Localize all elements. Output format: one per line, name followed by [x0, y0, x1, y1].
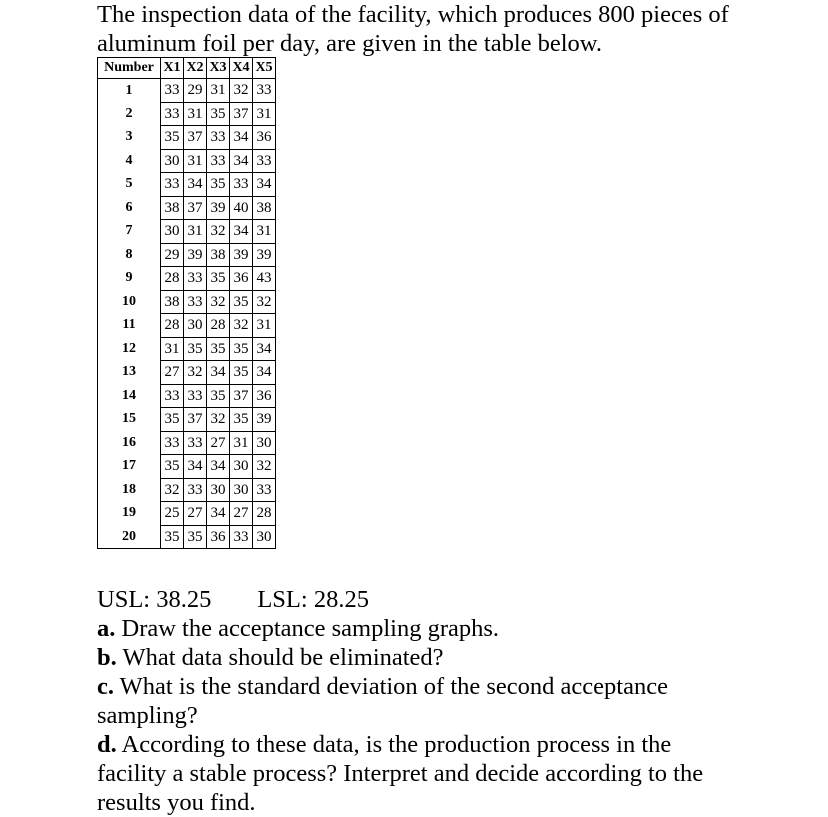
- value-cell: 34: [253, 173, 276, 197]
- value-cell: 34: [253, 337, 276, 361]
- value-cell: 27: [184, 502, 207, 526]
- value-cell: 35: [184, 525, 207, 549]
- value-cell: 33: [184, 431, 207, 455]
- value-cell: 25: [161, 502, 184, 526]
- value-cell: 39: [253, 408, 276, 432]
- spec-limits: [97, 585, 737, 614]
- row-number-cell: 15: [98, 408, 161, 432]
- value-cell: 39: [230, 243, 253, 267]
- table-row: [98, 173, 276, 197]
- value-cell: 35: [161, 408, 184, 432]
- value-cell: 31: [253, 102, 276, 126]
- row-number-cell: 3: [98, 126, 161, 150]
- value-cell: 33: [161, 173, 184, 197]
- table-row: [98, 314, 276, 338]
- header-x3: X3: [207, 58, 230, 79]
- value-cell: 34: [253, 361, 276, 385]
- value-cell: 37: [184, 408, 207, 432]
- value-cell: 33: [230, 173, 253, 197]
- question-d: [97, 730, 737, 817]
- value-cell: 34: [184, 173, 207, 197]
- value-cell: 34: [230, 149, 253, 173]
- value-cell: 31: [253, 220, 276, 244]
- value-cell: 35: [207, 173, 230, 197]
- table-row: [98, 502, 276, 526]
- value-cell: 34: [207, 455, 230, 479]
- value-cell: 35: [161, 455, 184, 479]
- row-number-cell: 6: [98, 196, 161, 220]
- value-cell: 34: [230, 220, 253, 244]
- row-number-cell: 16: [98, 431, 161, 455]
- row-number-cell: 9: [98, 267, 161, 291]
- value-cell: 39: [184, 243, 207, 267]
- value-cell: 33: [253, 79, 276, 103]
- value-cell: 36: [253, 384, 276, 408]
- row-number-cell: 12: [98, 337, 161, 361]
- question-letter: d.: [97, 731, 117, 758]
- value-cell: 35: [230, 408, 253, 432]
- usl-label: USL: 38.25: [97, 586, 212, 613]
- value-cell: 31: [184, 220, 207, 244]
- value-cell: 33: [161, 102, 184, 126]
- table-row: [98, 102, 276, 126]
- question-text: Draw the acceptance sampling graphs.: [115, 615, 500, 642]
- value-cell: 27: [207, 431, 230, 455]
- value-cell: 30: [230, 455, 253, 479]
- table-row: [98, 384, 276, 408]
- row-number-cell: 10: [98, 290, 161, 314]
- value-cell: 38: [253, 196, 276, 220]
- value-cell: 35: [230, 290, 253, 314]
- value-cell: 35: [207, 102, 230, 126]
- value-cell: 35: [207, 337, 230, 361]
- value-cell: 38: [161, 196, 184, 220]
- value-cell: 33: [184, 384, 207, 408]
- value-cell: 30: [161, 220, 184, 244]
- value-cell: 32: [207, 408, 230, 432]
- row-number-cell: 20: [98, 525, 161, 549]
- table-row: [98, 525, 276, 549]
- value-cell: 32: [253, 290, 276, 314]
- value-cell: 39: [207, 196, 230, 220]
- value-cell: 30: [253, 431, 276, 455]
- value-cell: 43: [253, 267, 276, 291]
- value-cell: 29: [161, 243, 184, 267]
- question-letter: c.: [97, 673, 114, 700]
- value-cell: 32: [230, 314, 253, 338]
- row-number-cell: 18: [98, 478, 161, 502]
- row-number-cell: 14: [98, 384, 161, 408]
- value-cell: 36: [230, 267, 253, 291]
- value-cell: 33: [253, 149, 276, 173]
- table-row: [98, 79, 276, 103]
- inspection-data-table: [97, 57, 276, 549]
- value-cell: 34: [184, 455, 207, 479]
- value-cell: 32: [207, 220, 230, 244]
- questions-section: [97, 585, 737, 817]
- row-number-cell: 17: [98, 455, 161, 479]
- question-letter: a.: [97, 615, 116, 642]
- value-cell: 37: [230, 384, 253, 408]
- value-cell: 34: [207, 361, 230, 385]
- value-cell: 33: [161, 384, 184, 408]
- table-row: [98, 220, 276, 244]
- row-number-cell: 19: [98, 502, 161, 526]
- value-cell: 34: [230, 126, 253, 150]
- value-cell: 36: [207, 525, 230, 549]
- value-cell: 38: [207, 243, 230, 267]
- question-a: [97, 614, 737, 643]
- value-cell: 33: [184, 478, 207, 502]
- table-row: [98, 196, 276, 220]
- table-row: [98, 455, 276, 479]
- value-cell: 27: [230, 502, 253, 526]
- value-cell: 31: [207, 79, 230, 103]
- table-row: [98, 337, 276, 361]
- value-cell: 31: [253, 314, 276, 338]
- table-row: [98, 478, 276, 502]
- question-text: According to these data, is the production process in the facility a stable process? Interpret and decide according to the results you find.: [97, 731, 704, 816]
- intro-text: The inspection data of the facility, which produces 800 pieces of aluminum foil per day, are given in the table below.: [97, 1, 729, 57]
- value-cell: 37: [184, 126, 207, 150]
- value-cell: 33: [207, 149, 230, 173]
- row-number-cell: 1: [98, 79, 161, 103]
- value-cell: 32: [230, 79, 253, 103]
- row-number-cell: 8: [98, 243, 161, 267]
- value-cell: 37: [184, 196, 207, 220]
- value-cell: 35: [230, 361, 253, 385]
- question-text: What data should be eliminated?: [116, 644, 444, 671]
- value-cell: 39: [253, 243, 276, 267]
- value-cell: 36: [253, 126, 276, 150]
- value-cell: 30: [230, 478, 253, 502]
- value-cell: 33: [207, 126, 230, 150]
- value-cell: 37: [230, 102, 253, 126]
- table-row: [98, 149, 276, 173]
- value-cell: 38: [161, 290, 184, 314]
- value-cell: 31: [184, 102, 207, 126]
- table-row: [98, 431, 276, 455]
- value-cell: 35: [184, 337, 207, 361]
- row-number-cell: 5: [98, 173, 161, 197]
- row-number-cell: 4: [98, 149, 161, 173]
- header-x5: X5: [253, 58, 276, 79]
- value-cell: 28: [253, 502, 276, 526]
- table-row: [98, 361, 276, 385]
- header-x2: X2: [184, 58, 207, 79]
- table-row: [98, 126, 276, 150]
- value-cell: 31: [230, 431, 253, 455]
- value-cell: 34: [207, 502, 230, 526]
- header-number: Number: [98, 58, 161, 79]
- value-cell: 33: [184, 267, 207, 291]
- question-c: [97, 672, 737, 730]
- row-number-cell: 7: [98, 220, 161, 244]
- value-cell: 28: [161, 314, 184, 338]
- value-cell: 35: [207, 384, 230, 408]
- value-cell: 30: [161, 149, 184, 173]
- value-cell: 40: [230, 196, 253, 220]
- table-row: [98, 408, 276, 432]
- question-letter: b.: [97, 644, 117, 671]
- table-row: [98, 243, 276, 267]
- value-cell: 31: [184, 149, 207, 173]
- value-cell: 30: [184, 314, 207, 338]
- value-cell: 30: [253, 525, 276, 549]
- header-x4: X4: [230, 58, 253, 79]
- value-cell: 33: [253, 478, 276, 502]
- lsl-label: LSL: 28.25: [257, 586, 369, 613]
- table-row: [98, 290, 276, 314]
- row-number-cell: 2: [98, 102, 161, 126]
- value-cell: 27: [161, 361, 184, 385]
- value-cell: 35: [161, 525, 184, 549]
- value-cell: 32: [161, 478, 184, 502]
- value-cell: 33: [230, 525, 253, 549]
- value-cell: 29: [184, 79, 207, 103]
- question-text: What is the standard deviation of the second acceptance sampling?: [97, 673, 668, 729]
- table-body: [98, 79, 276, 549]
- value-cell: 33: [184, 290, 207, 314]
- value-cell: 28: [207, 314, 230, 338]
- table-row: [98, 267, 276, 291]
- row-number-cell: 13: [98, 361, 161, 385]
- value-cell: 31: [161, 337, 184, 361]
- question-b: [97, 643, 737, 672]
- value-cell: 28: [161, 267, 184, 291]
- table-header-row: [98, 58, 276, 79]
- value-cell: 32: [253, 455, 276, 479]
- value-cell: 32: [207, 290, 230, 314]
- value-cell: 33: [161, 431, 184, 455]
- header-x1: X1: [161, 58, 184, 79]
- value-cell: 33: [161, 79, 184, 103]
- value-cell: 35: [230, 337, 253, 361]
- value-cell: 35: [207, 267, 230, 291]
- row-number-cell: 11: [98, 314, 161, 338]
- value-cell: 32: [184, 361, 207, 385]
- value-cell: 30: [207, 478, 230, 502]
- value-cell: 35: [161, 126, 184, 150]
